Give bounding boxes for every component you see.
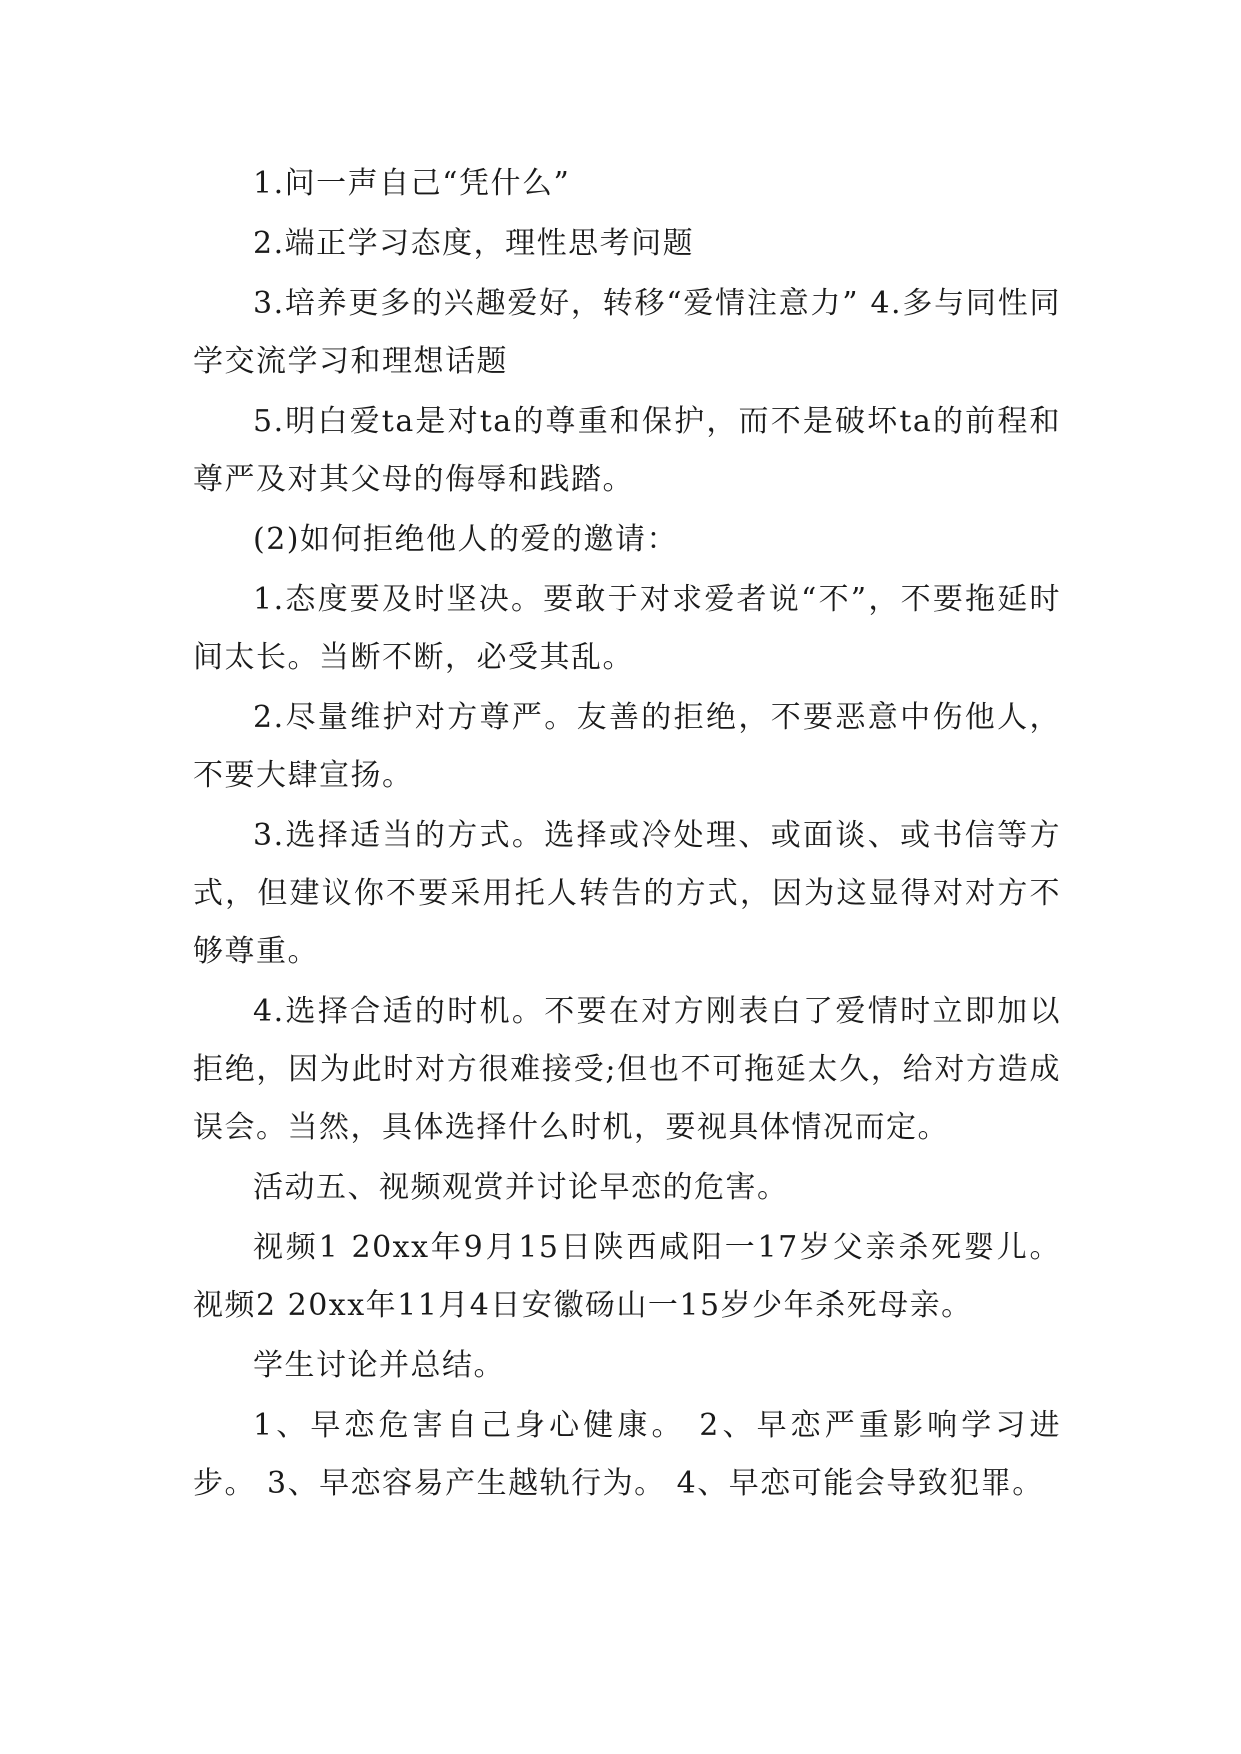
paragraph-attitude: 2.端正学习态度，理性思考问题: [253, 226, 695, 261]
activity-five-heading: 活动五、视频观赏并讨论早恋的危害。: [253, 1170, 789, 1205]
paragraph-interests: 3.培养更多的兴趣爱好，转移“爱情注意力” 4.多与同性同学交流学习和理想话题: [193, 286, 1061, 379]
paragraph-videos: 视频1 20xx年9月15日陕西咸阳一17岁父亲杀死婴儿。视频2 20xx年11月4日安徽砀山一15岁少年杀死母亲。: [193, 1230, 1061, 1323]
section-heading-refuse: (2)如何拒绝他人的爱的邀请：: [253, 522, 678, 557]
paragraph-harms-summary: 1、早恋危害自己身心健康。 2、早恋严重影响学习进步。 3、早恋容易产生越轨行为。 4、早恋可能会导致犯罪。: [193, 1408, 1061, 1501]
paragraph-firm-attitude: 1.态度要及时坚决。要敢于对求爱者说“不”，不要拖延时间太长。当断不断，必受其乱。: [193, 582, 1061, 675]
paragraph-timing: 4.选择合适的时机。不要在对方刚表白了爱情时立即加以拒绝，因为此时对方很难接受;但也不可拖延太久，给对方造成误会。当然，具体选择什么时机，要视具体情况而定。: [193, 994, 1061, 1145]
paragraph-dignity: 2.尽量维护对方尊严。友善的拒绝，不要恶意中伤他人，不要大肆宣扬。: [193, 700, 1061, 793]
document-body: [193, 155, 1061, 1515]
paragraph-method: 3.选择适当的方式。选择或冷处理、或面谈、或书信等方式，但建议你不要采用托人转告的方式，因为这显得对对方不够尊重。: [193, 818, 1061, 969]
paragraph-ask-yourself: 1.问一声自己“凭什么”: [253, 166, 571, 201]
paragraph-respect: 5.明白爱ta是对ta的尊重和保护，而不是破坏ta的前程和尊严及对其父母的侮辱和践踏。: [193, 404, 1061, 497]
paragraph-discussion: 学生讨论并总结。: [253, 1348, 505, 1383]
